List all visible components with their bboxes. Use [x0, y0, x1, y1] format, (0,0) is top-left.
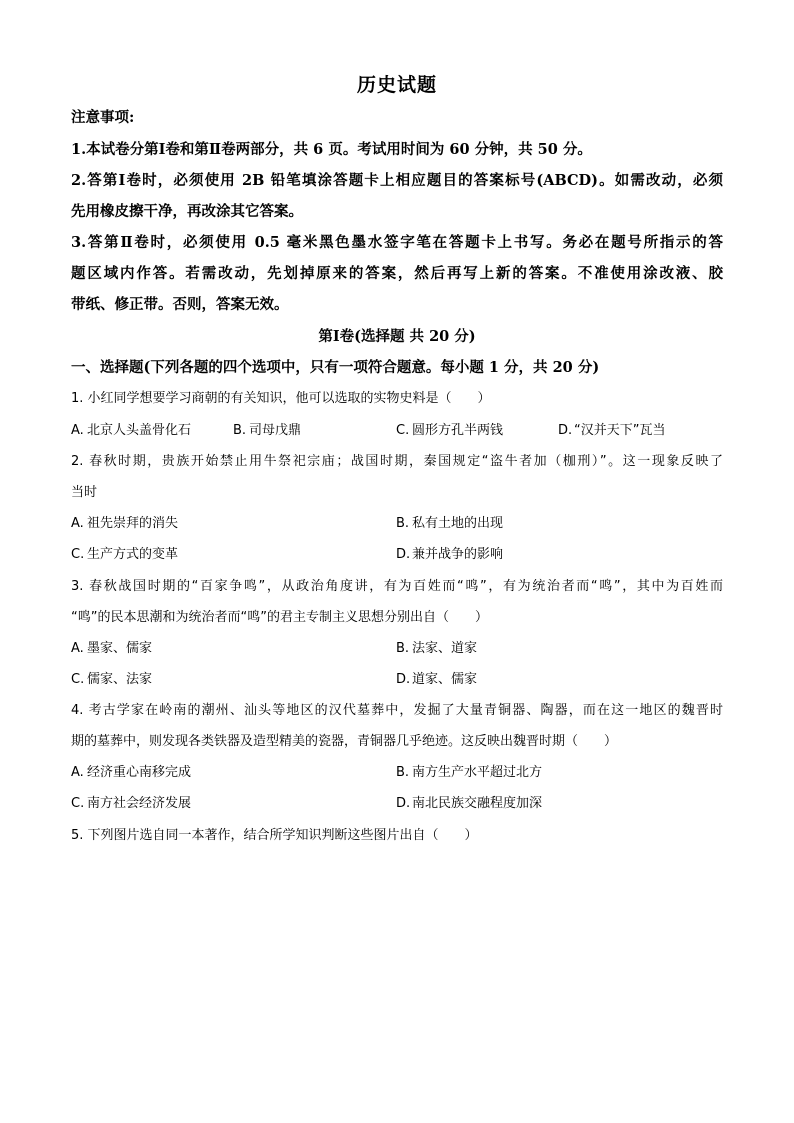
option-letter: D.	[396, 672, 411, 687]
option-letter: A.	[71, 641, 84, 656]
question-1-stem: 1. 小红同学想要学习商朝的有关知识，他可以选取的实物史料是（ ）	[71, 391, 491, 406]
option-text: “汉并天下”瓦当	[574, 423, 666, 438]
option-text: 北京人头盖骨化石	[87, 423, 192, 438]
option-text: 经济重心南移完成	[87, 765, 192, 780]
question-1-option-a	[71, 421, 191, 441]
option-letter: B.	[396, 765, 410, 780]
option-text: 司母戊鼎	[249, 423, 302, 438]
question-2-stem-line-2: 当时	[71, 485, 98, 500]
option-text: 南北民族交融程度加深	[412, 796, 543, 811]
question-1-option-b	[233, 421, 301, 441]
option-text: 道家、儒家	[412, 672, 478, 687]
option-text: 生产方式的变革	[87, 547, 179, 562]
question-3-stem-line-1: 3. 春秋战国时期的“百家争鸣”，从政治角度讲，有为百姓而“鸣”，有为统治者而“鸣”，其中为百姓而	[71, 579, 723, 594]
option-letter: D.	[396, 547, 411, 562]
option-text: 南方生产水平超过北方	[412, 765, 543, 780]
option-letter: C.	[71, 672, 85, 687]
option-text: 儒家、法家	[87, 672, 153, 687]
question-2-stem-line-1: 2. 春秋时期，贵族开始禁止用牛祭祀宗庙；战国时期，秦国规定“盗牛者加（枷刑）”。这一现象反映了	[71, 454, 723, 469]
question-3-option-b	[396, 639, 477, 659]
option-letter: A.	[71, 516, 84, 531]
option-text: 墨家、儒家	[87, 641, 153, 656]
option-text: 祖先崇拜的消失	[87, 516, 179, 531]
option-letter: B.	[396, 516, 410, 531]
notice-item-3-line-1: 3.答第Ⅱ卷时，必须使用 0.5 毫米黑色墨水签字笔在答题卡上书写。务必在题号所指示的答	[71, 234, 723, 251]
section-heading: 一、选择题(下列各题的四个选项中，只有一项符合题意。每小题 1 分，共 20 分)	[71, 359, 600, 376]
option-text: 私有土地的出现	[412, 516, 504, 531]
option-letter: D.	[558, 423, 573, 438]
question-3-option-c	[71, 670, 152, 690]
option-letter: A.	[71, 423, 84, 438]
notice-item-1: 1.本试卷分第Ⅰ卷和第Ⅱ卷两部分，共 6 页。考试用时间为 60 分钟，共 50 分。	[71, 141, 592, 158]
notice-item-3-line-2: 题区域内作答。若需改动，先划掉原来的答案，然后再写上新的答案。不准使用涂改液、胶	[71, 265, 723, 282]
question-4-option-d	[396, 794, 542, 814]
option-letter: C.	[71, 796, 85, 811]
option-letter: C.	[396, 423, 410, 438]
question-5-stem: 5. 下列图片选自同一本著作，结合所学知识判断这些图片出自（ ）	[71, 828, 478, 843]
notice-heading: 注意事项:	[71, 109, 135, 126]
option-letter: B.	[233, 423, 247, 438]
option-letter: D.	[396, 796, 411, 811]
option-text: 圆形方孔半两钱	[412, 423, 504, 438]
option-text: 兼并战争的影响	[412, 547, 504, 562]
question-3-option-d	[396, 670, 477, 690]
notice-item-2-line-2: 先用橡皮擦干净，再改涂其它答案。	[71, 203, 303, 220]
notice-item-2-line-1: 2.答第Ⅰ卷时，必须使用 2B 铅笔填涂答题卡上相应题目的答案标号(ABCD)。如需改动，必须	[71, 172, 723, 189]
question-1-option-c	[396, 421, 503, 441]
option-text: 法家、道家	[412, 641, 478, 656]
question-2-option-c	[71, 545, 178, 565]
question-2-option-a	[71, 514, 178, 534]
question-4-stem-line-2: 期的墓葬中，则发现各类铁器及造型精美的瓷器，青铜器几乎绝迹。这反映出魏晋时期（ ）	[71, 734, 618, 749]
question-1-option-d	[558, 421, 665, 441]
option-letter: B.	[396, 641, 410, 656]
question-3-option-a	[71, 639, 152, 659]
question-3-stem-line-2: “鸣”的民本思潮和为统治者而“鸣”的君主专制主义思想分别出自（ ）	[71, 610, 488, 625]
question-2-option-b	[396, 514, 503, 534]
option-text: 南方社会经济发展	[87, 796, 192, 811]
option-letter: C.	[71, 547, 85, 562]
question-2-option-d	[396, 545, 503, 565]
page-title: 历史试题	[356, 74, 437, 96]
option-letter: A.	[71, 765, 84, 780]
part-1-heading: 第Ⅰ卷(选择题 共 20 分)	[318, 328, 476, 345]
question-4-option-c	[71, 794, 191, 814]
question-4-option-b	[396, 763, 542, 783]
question-4-option-a	[71, 763, 191, 783]
question-4-stem-line-1: 4. 考古学家在岭南的潮州、汕头等地区的汉代墓葬中，发掘了大量青铜器、陶器，而在这一地区的魏晋时	[71, 703, 723, 718]
notice-item-3-line-3: 带纸、修正带。否则，答案无效。	[71, 296, 289, 313]
